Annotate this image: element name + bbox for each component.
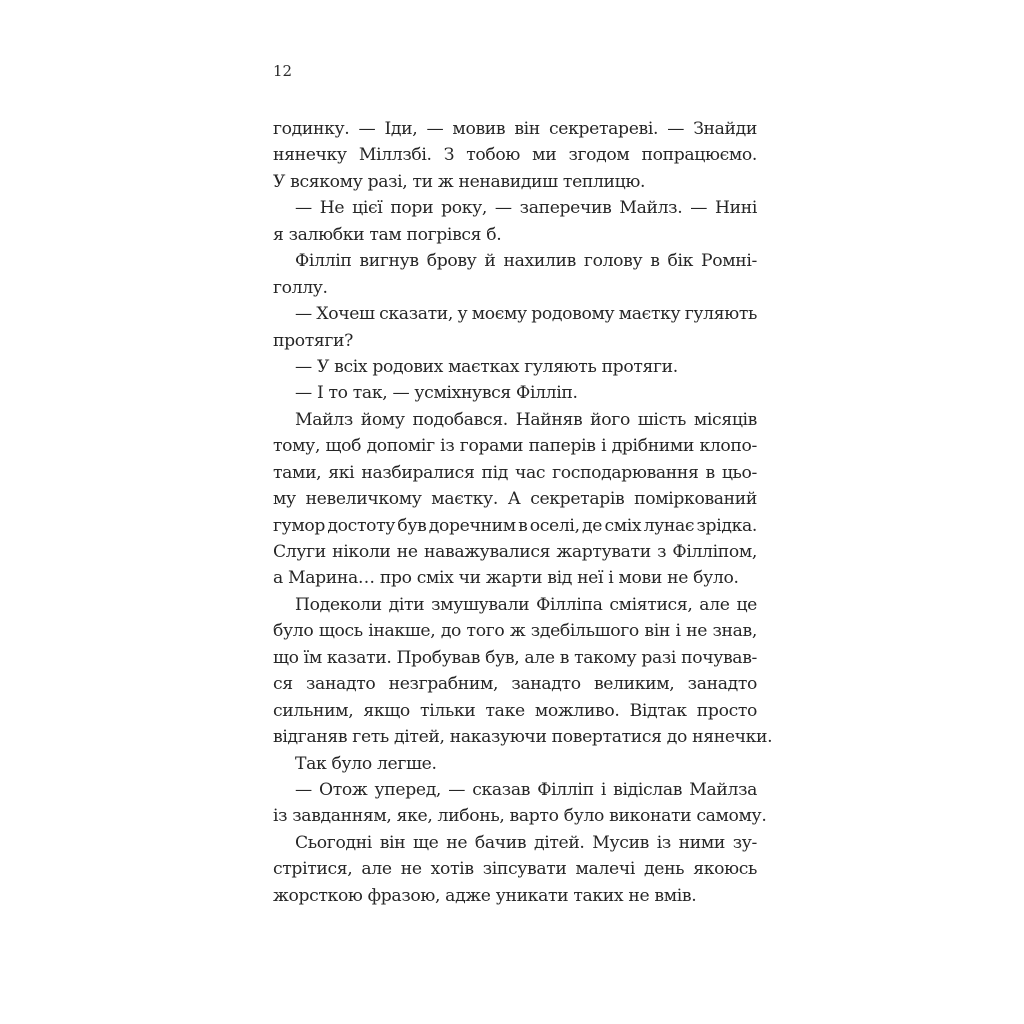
text-line: я залюбки там погрівся б. (273, 224, 502, 245)
text-line: Так було легше. (295, 753, 437, 774)
text-line: Подеколи діти змушували Філліпа сміятися, але це (295, 594, 757, 615)
text-line: було щось інакше, до того ж здебільшого він і не знав, (273, 621, 757, 642)
text-line: — Хочеш сказати, у моєму родовому маєтку гуляють (295, 304, 757, 325)
text-line: Філліп вигнув брову й нахилив голову в бік Ромні- (295, 251, 757, 272)
text-line: — І то так, — усміхнувся Філліп. (295, 383, 578, 404)
text-line: — Отож уперед, — сказав Філліп і відіслав Майлза (295, 779, 757, 800)
text-line: — У всіх родових маєтках гуляють протяги. (295, 356, 678, 377)
text-line: відганяв геть дітей, наказуючи повертатися до нянечки. (273, 727, 773, 748)
text-line: стрітися, але не хотів зіпсувати малечі день якоюсь (273, 859, 757, 880)
text-line: що їм казати. Пробував був, але в такому разі почував- (273, 647, 757, 668)
text-line: тами, які назбиралися під час господарювання в цьо- (273, 462, 757, 483)
text-line: гумор достоту був доречним в оселі, де сміх лунає зрідка. (273, 515, 757, 536)
text-line: протяги? (273, 330, 354, 351)
body-text (273, 116, 773, 909)
text-line: Сьогодні він ще не бачив дітей. Мусив із ними зу- (295, 832, 757, 853)
text-line: Майлз йому подобався. Найняв його шість місяців (295, 409, 757, 430)
text-line: У всякому разі, ти ж ненавидиш теплицю. (273, 171, 646, 192)
text-line: — Не цієї пори року, — заперечив Майлз. — Нині (295, 198, 757, 219)
text-line: а Марина… про сміх чи жарти від неї і мови не було. (273, 568, 739, 589)
text-line: із завданням, яке, либонь, варто було виконати самому. (273, 806, 767, 827)
text-line: сильним, якщо тільки таке можливо. Відтак просто (273, 700, 757, 721)
text-line: Слуги ніколи не наважувалися жартувати з Філліпом, (273, 542, 757, 562)
text-line: му невеличкому маєтку. А секретарів поміркований (273, 489, 757, 510)
text-line: голлу. (273, 277, 328, 298)
text-line: жорсткою фразою, адже уникати таких не вмів. (273, 885, 697, 906)
text-line: тому, щоб допоміг із горами паперів і дрібними клопо- (273, 436, 757, 457)
text-line: годинку. — Іди, — мовив він секретареві. — Знайди (273, 119, 757, 139)
page-number: 12 (273, 62, 293, 80)
text-line: нянечку Міллзбі. З тобою ми згодом попрацюємо. (273, 145, 757, 166)
text-line: ся занадто незграбним, занадто великим, занадто (273, 674, 757, 695)
